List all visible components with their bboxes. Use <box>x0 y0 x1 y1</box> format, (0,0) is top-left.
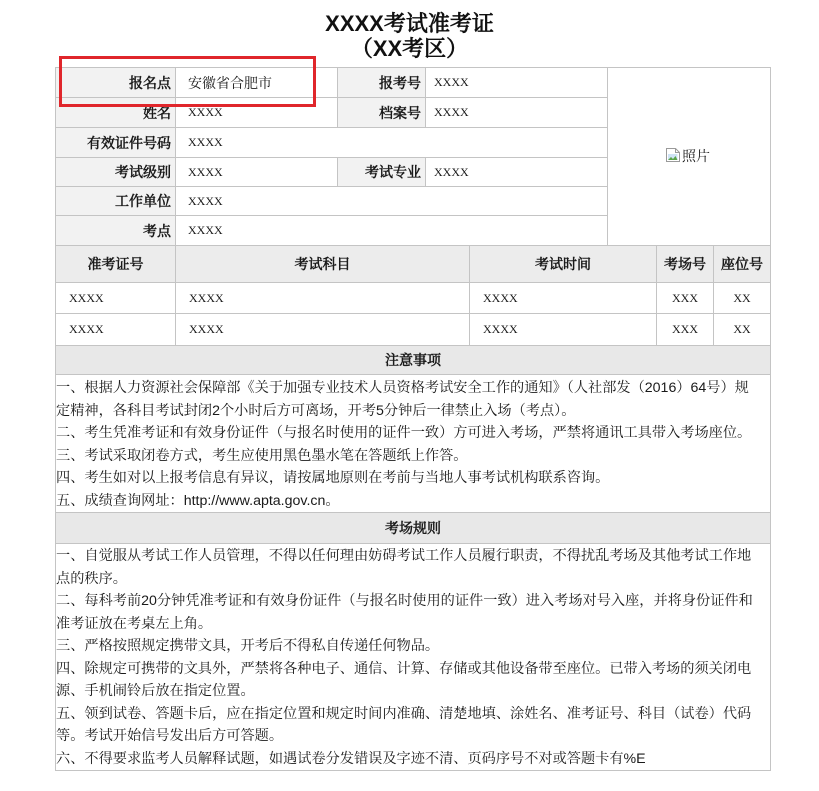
row-2-seat-no: XX <box>714 314 770 345</box>
rule-item <box>56 703 770 748</box>
ticket-title-region: （XX考区） <box>350 36 469 61</box>
notice-item <box>56 467 770 490</box>
value-exam-level: XXXX <box>176 158 337 186</box>
rule-line: 六、不得要求监考人员解释试题，如遇试卷分发错误及字迹不清、页码序号不对或答题卡有%E <box>56 750 646 767</box>
rule-item <box>56 635 770 658</box>
rules-heading: 考场规则 <box>56 513 770 543</box>
rule-line: 一、自觉服从考试工作人员管理，不得以任何理由妨碍考试工作人员履行职责，不得扰乱考场及其他考试工作地 <box>56 548 752 564</box>
label-file-no: 档案号 <box>338 98 425 127</box>
rule-line: 准考证放在考桌左上角。 <box>56 615 213 632</box>
rule-line: 四、除规定可携带的文具外，严禁将各种电子、通信、计算、存储或其他设备带至座位。已带入考场的须关闭电 <box>56 660 752 677</box>
row-2-ticket-no: XXXX <box>56 314 175 345</box>
value-exam-major: XXXX <box>426 158 607 186</box>
label-registration-point: 报名点 <box>56 68 175 97</box>
row-1-seat-no: XX <box>714 283 770 313</box>
notice-line: 五、成绩查询网址：http://www.apta.gov.cn。 <box>56 492 340 509</box>
header-room-no: 考场号 <box>657 246 713 282</box>
row-2-room-no: XXX <box>657 314 713 345</box>
rule-line: 二、每科考前20分钟凭准考证和有效身份证件（与报名时使用的证件一致）进入考场对号入座，并将身份证件和 <box>56 593 753 609</box>
notice-item <box>56 490 770 513</box>
rules-body <box>56 544 770 770</box>
value-name: XXXX <box>176 98 337 127</box>
notice-line: 四、考生如对以上报考信息有异议，请按属地原则在考前与当地人事考试机构联系咨询。 <box>56 470 610 486</box>
broken-image-icon <box>665 147 681 163</box>
notice-item <box>56 445 770 468</box>
header-ticket-no: 准考证号 <box>56 246 175 282</box>
label-name: 姓名 <box>56 98 175 127</box>
notices-heading: 注意事项 <box>56 346 770 374</box>
value-work-unit: XXXX <box>176 187 607 215</box>
header-seat-no: 座位号 <box>714 246 770 282</box>
rule-line: 源、手机闹铃后放在指定位置。 <box>56 683 255 699</box>
notice-line: 定精神，各科目考试封闭2个小时后方可离场，开考5分钟后一律禁止入场（考点）。 <box>56 402 576 419</box>
label-exam-level: 考试级别 <box>56 158 175 186</box>
rule-item <box>56 658 770 703</box>
rule-item <box>56 748 770 771</box>
header-exam-time: 考试时间 <box>470 246 656 282</box>
row-1-subject: XXXX <box>176 283 469 313</box>
rule-line: 三、严格按照规定携带文具，开考后不得私自传递任何物品。 <box>56 638 440 654</box>
value-id-no: XXXX <box>176 128 607 157</box>
rule-item <box>56 545 770 590</box>
label-id-no: 有效证件号码 <box>56 128 175 157</box>
rule-line: 五、领到试卷、答题卡后，应在指定位置和规定时间内准确、清楚地填、涂姓名、准考证号、科目（试卷）代码 <box>56 705 752 722</box>
label-exam-site: 考点 <box>56 216 175 245</box>
rule-line: 等。考试开始信号发出后方可答题。 <box>56 728 284 744</box>
notice-item <box>56 377 770 422</box>
row-1-exam-time: XXXX <box>470 283 656 313</box>
admission-ticket-table <box>55 67 771 771</box>
rule-line: 点的秩序。 <box>56 570 127 587</box>
label-exam-major: 考试专业 <box>338 158 425 186</box>
notice-line: 二、考生凭准考证和有效身份证件（与报名时使用的证件一致）方可进入考场，严禁将通讯工具带入考场座位。 <box>56 425 752 441</box>
notices-body <box>56 375 770 512</box>
notice-item <box>56 422 770 445</box>
value-application-no: XXXX <box>426 68 607 97</box>
row-2-subject: XXXX <box>176 314 469 345</box>
ticket-title <box>0 11 819 61</box>
value-exam-site: XXXX <box>176 216 607 245</box>
label-work-unit: 工作单位 <box>56 187 175 215</box>
row-1-ticket-no: XXXX <box>56 283 175 313</box>
label-application-no: 报考号 <box>338 68 425 97</box>
notice-line: 三、考试采取闭卷方式，考生应使用黑色墨水笔在答题纸上作答。 <box>56 447 468 464</box>
value-file-no: XXXX <box>426 98 607 127</box>
notice-line: 一、根据人力资源社会保障部《关于加强专业技术人员资格考试安全工作的通知》（人社部发（2016）64号）规 <box>56 380 749 396</box>
header-subject: 考试科目 <box>176 246 469 282</box>
row-1-room-no: XXX <box>657 283 713 313</box>
value-registration-point: 安徽省合肥市 <box>176 68 337 97</box>
rule-item <box>56 590 770 635</box>
row-2-exam-time: XXXX <box>470 314 656 345</box>
ticket-title-main: XXXX考试准考证 <box>325 11 494 36</box>
photo-alt-text: 照片 <box>682 148 710 164</box>
candidate-info-grid <box>56 68 770 245</box>
photo-cell <box>608 68 770 245</box>
exam-schedule-table <box>56 246 770 345</box>
